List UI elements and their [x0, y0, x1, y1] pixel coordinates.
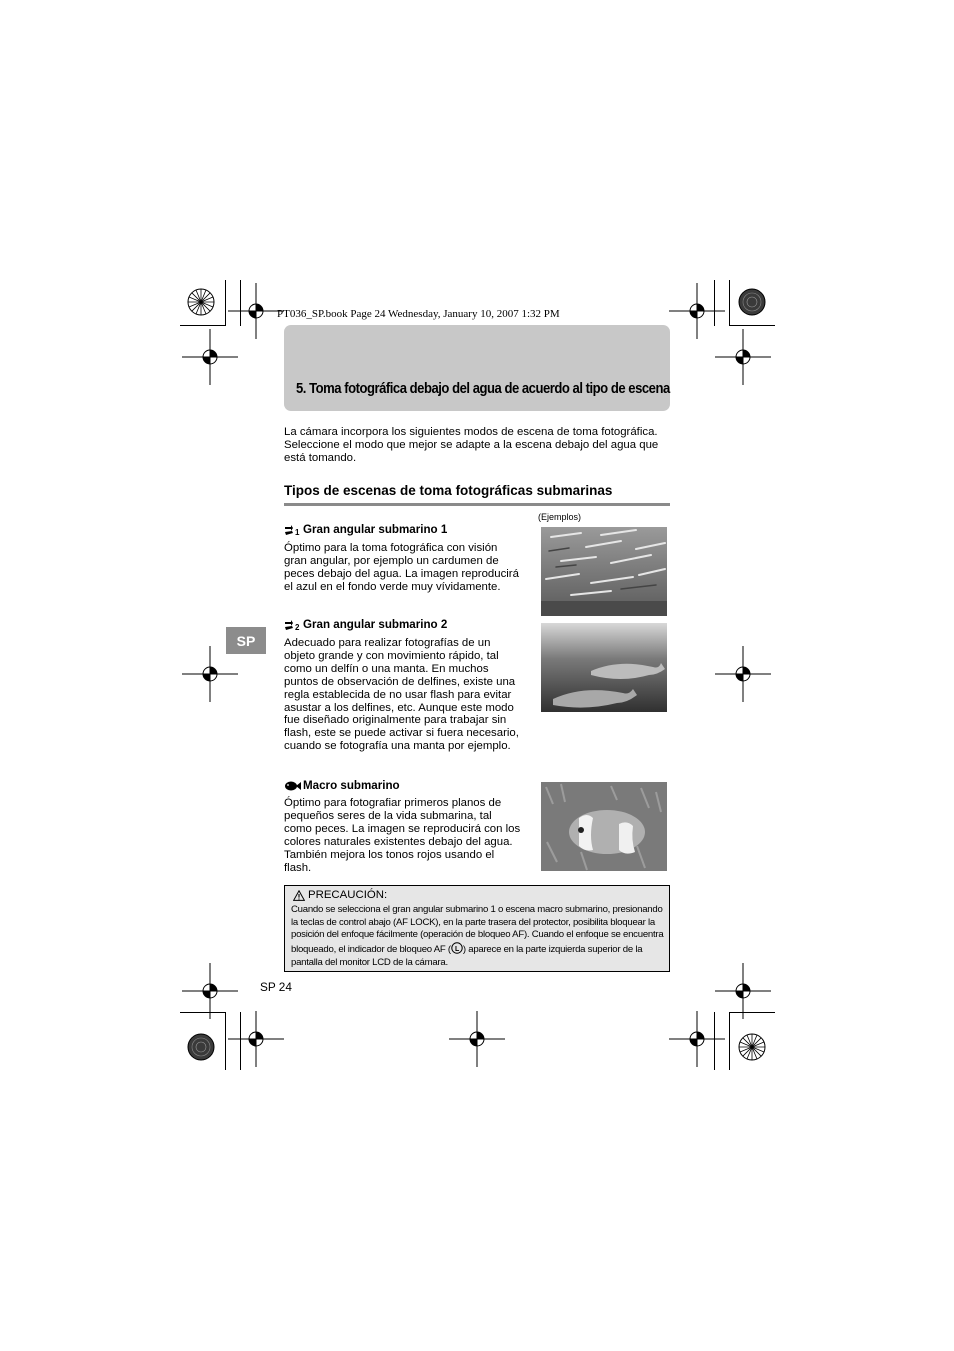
section-title: Tipos de escenas de toma fotográficas submarinas	[284, 483, 613, 498]
registration-target	[228, 1011, 284, 1067]
svg-text:2: 2	[295, 622, 300, 631]
section-rule	[284, 503, 670, 506]
mode-body-wide-1: Óptimo para la toma fotográfica con visión gran angular, por ejemplo un cardumen de peces debajo del agua. La imagen reproducirá el azul en el fondo verde muy vívidamente.	[284, 542, 519, 593]
mode-heading-wide-2	[284, 618, 447, 631]
page-number: SP 24	[260, 980, 292, 994]
registration-target	[715, 963, 771, 1019]
registration-target	[669, 1011, 725, 1067]
registration-target	[449, 1011, 505, 1067]
svg-text:L: L	[454, 945, 459, 953]
mode-heading-text: Gran angular submarino 1	[303, 523, 448, 536]
barracuda-school-photo	[541, 527, 667, 616]
registration-target	[739, 289, 765, 315]
registration-target	[182, 963, 238, 1019]
registration-target	[715, 329, 771, 385]
dolphins-photo	[541, 623, 667, 712]
registration-target	[715, 646, 771, 702]
chapter-title-box	[284, 325, 670, 411]
caution-text	[291, 904, 671, 970]
registration-target	[739, 1034, 765, 1060]
caution-text-part1: Cuando se selecciona el gran angular submarino 1 o escena macro submarino, presionando la teclas de control abajo (AF LOCK), en la parte trasera del protector, posibilita bloquear la posición del enfoque fácilmente (operación de bloqueo AF). Cuando el enfoque se encuentra bloqueado, el indicador de bloqueo AF (	[291, 904, 664, 956]
wide-2-icon	[284, 619, 302, 631]
registration-target	[188, 1034, 214, 1060]
print-file-info: PT036_SP.book Page 24 Wednesday, January 10, 2007 1:32 PM	[277, 308, 560, 320]
chapter-title: 5. Toma fotográfica debajo del agua de acuerdo al tipo de escena	[296, 380, 670, 397]
macro-fish-icon	[284, 780, 302, 792]
mode-heading-wide-1	[284, 523, 447, 536]
mode-body-wide-2: Adecuado para realizar fotografías de un objeto grande y con movimiento rápido, tal como un delfín o una manta. En muchos puntos de observación de delfines, existe una regla establecida de no usar flash para evitar asustar a los delfines, etc. Aunque este modo fue diseñado originalmente para trabajar sin flash, este se puede activar si fuera necesario, cuando se fotografía una manta por ejemplo.	[284, 637, 519, 753]
warning-triangle-icon	[293, 890, 305, 901]
registration-target	[228, 283, 284, 339]
caution-title: PRECAUCIÓN:	[308, 889, 388, 901]
mode-heading-text: Gran angular submarino 2	[303, 618, 448, 631]
language-tab: SP	[226, 627, 266, 654]
registration-target	[182, 646, 238, 702]
mode-heading-macro	[284, 779, 400, 792]
af-lock-icon	[451, 942, 463, 954]
mode-heading-text: Macro submarino	[303, 779, 400, 792]
caution-text-part2: ) aparece en la parte izquierda superior de la pantalla del monitor LCD de la cámara.	[291, 944, 643, 968]
svg-text:1: 1	[295, 527, 300, 536]
examples-label: (Ejemplos)	[538, 512, 582, 522]
registration-target	[669, 283, 725, 339]
registration-target	[182, 329, 238, 385]
intro-paragraph: La cámara incorpora los siguientes modos de escena de toma fotográfica. Seleccione el modo que mejor se adapte a la escena debajo del agua que está tomando.	[284, 426, 659, 464]
caution-heading	[293, 889, 387, 901]
registration-target	[188, 289, 214, 315]
clownfish-photo	[541, 782, 667, 871]
wide-1-icon	[284, 524, 302, 536]
mode-body-macro: Óptimo para fotografiar primeros planos de pequeños seres de la vida submarina, tal como peces. La imagen se reproducirá con los colores naturales existentes debajo del agua. También mejora los tonos rojos usando el flash.	[284, 797, 521, 874]
caution-box	[284, 885, 670, 972]
